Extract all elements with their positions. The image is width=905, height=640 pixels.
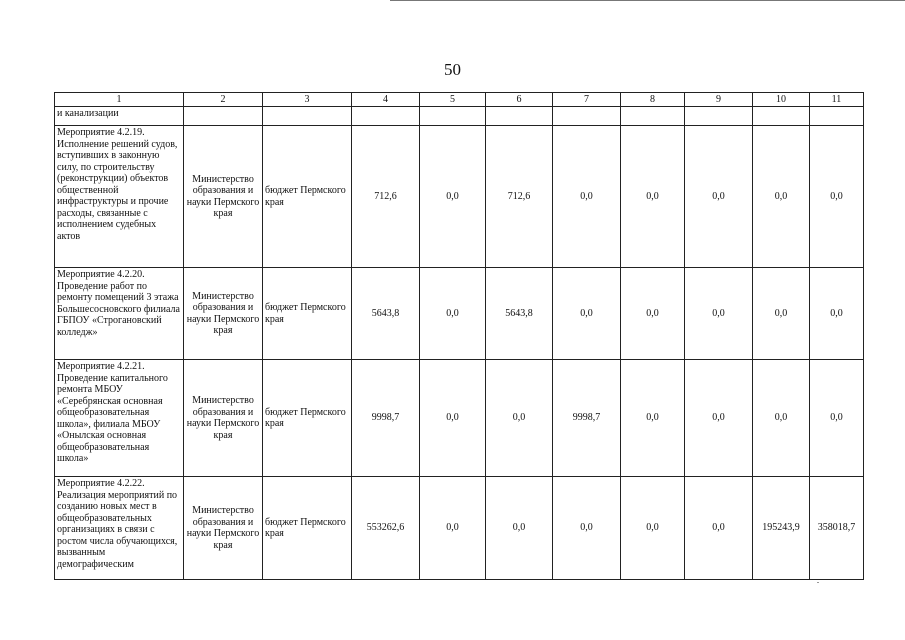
table-header-row	[55, 93, 864, 107]
header-cell: 5	[420, 93, 486, 107]
value-cell: 0,0	[810, 360, 864, 477]
value-cell: 0,0	[685, 360, 753, 477]
scan-speck	[817, 582, 819, 583]
table-row	[55, 268, 864, 360]
source-cell: бюджет Пермского края	[263, 360, 352, 477]
value-cell: 0,0	[685, 126, 753, 268]
value-cell: 0,0	[420, 477, 486, 580]
header-cell: 7	[553, 93, 621, 107]
top-border-line	[390, 0, 905, 1]
value-cell: 0,0	[753, 126, 810, 268]
value-cell: 195243,9	[753, 477, 810, 580]
table-row	[55, 360, 864, 477]
value-cell: 358018,7	[810, 477, 864, 580]
value-cell: 712,6	[486, 126, 553, 268]
header-cell: 4	[352, 93, 420, 107]
value-cell: 5643,8	[352, 268, 420, 360]
header-cell: 1	[55, 93, 184, 107]
header-cell: 10	[753, 93, 810, 107]
value-cell: 9998,7	[553, 360, 621, 477]
value-cell: 0,0	[753, 268, 810, 360]
value-cell: 553262,6	[352, 477, 420, 580]
value-cell: 9998,7	[352, 360, 420, 477]
header-cell: 8	[621, 93, 685, 107]
table-row	[55, 126, 864, 268]
value-cell: 0,0	[553, 268, 621, 360]
source-cell: бюджет Пермского края	[263, 268, 352, 360]
value-cell: 0,0	[486, 477, 553, 580]
executor-cell: Министерство образования и науки Пермского края	[184, 268, 263, 360]
value-cell: 0,0	[553, 477, 621, 580]
value-cell: 712,6	[352, 126, 420, 268]
header-cell: 2	[184, 93, 263, 107]
header-cell: 3	[263, 93, 352, 107]
budget-table	[54, 92, 864, 580]
source-cell: бюджет Пермского края	[263, 477, 352, 580]
value-cell: 0,0	[810, 268, 864, 360]
value-cell: 0,0	[621, 126, 685, 268]
continuation-cell: и канализации	[55, 107, 184, 126]
page-number: 50	[444, 60, 461, 79]
value-cell: 0,0	[553, 126, 621, 268]
value-cell: 0,0	[621, 268, 685, 360]
continuation-row	[55, 107, 864, 126]
value-cell: 0,0	[420, 126, 486, 268]
header-cell: 6	[486, 93, 553, 107]
value-cell: 0,0	[621, 360, 685, 477]
value-cell: 0,0	[810, 126, 864, 268]
value-cell: 5643,8	[486, 268, 553, 360]
executor-cell: Министерство образования и науки Пермского края	[184, 360, 263, 477]
value-cell: 0,0	[753, 360, 810, 477]
table-row	[55, 477, 864, 580]
executor-cell: Министерство образования и науки Пермского края	[184, 126, 263, 268]
activity-name: Мероприятие 4.2.21. Проведение капитального ремонта МБОУ «Серебрянская основная общеобразовательная школа», филиала МБОУ «Онылская основная общеобразовательная школа»	[55, 360, 184, 477]
value-cell: 0,0	[685, 477, 753, 580]
activity-name: Мероприятие 4.2.22. Реализация мероприятий по созданию новых мест в общеобразовательных организациях в связи с ростом числа обучающихся, вызванным демографическим	[55, 477, 184, 580]
header-cell: 9	[685, 93, 753, 107]
value-cell: 0,0	[685, 268, 753, 360]
value-cell: 0,0	[420, 268, 486, 360]
value-cell: 0,0	[486, 360, 553, 477]
value-cell: 0,0	[420, 360, 486, 477]
header-cell: 11	[810, 93, 864, 107]
value-cell: 0,0	[621, 477, 685, 580]
source-cell: бюджет Пермского края	[263, 126, 352, 268]
activity-name: Мероприятие 4.2.19. Исполнение решений судов, вступивших в законную силу, по строительству (реконструкции) объектов общественной инфраструктуры и прочие расходы, связанные с исполнением судебных актов	[55, 126, 184, 268]
activity-name: Мероприятие 4.2.20. Проведение работ по ремонту помещений 3 этажа Большесосновского филиала ГБПОУ «Строгановский колледж»	[55, 268, 184, 360]
executor-cell: Министерство образования и науки Пермского края	[184, 477, 263, 580]
